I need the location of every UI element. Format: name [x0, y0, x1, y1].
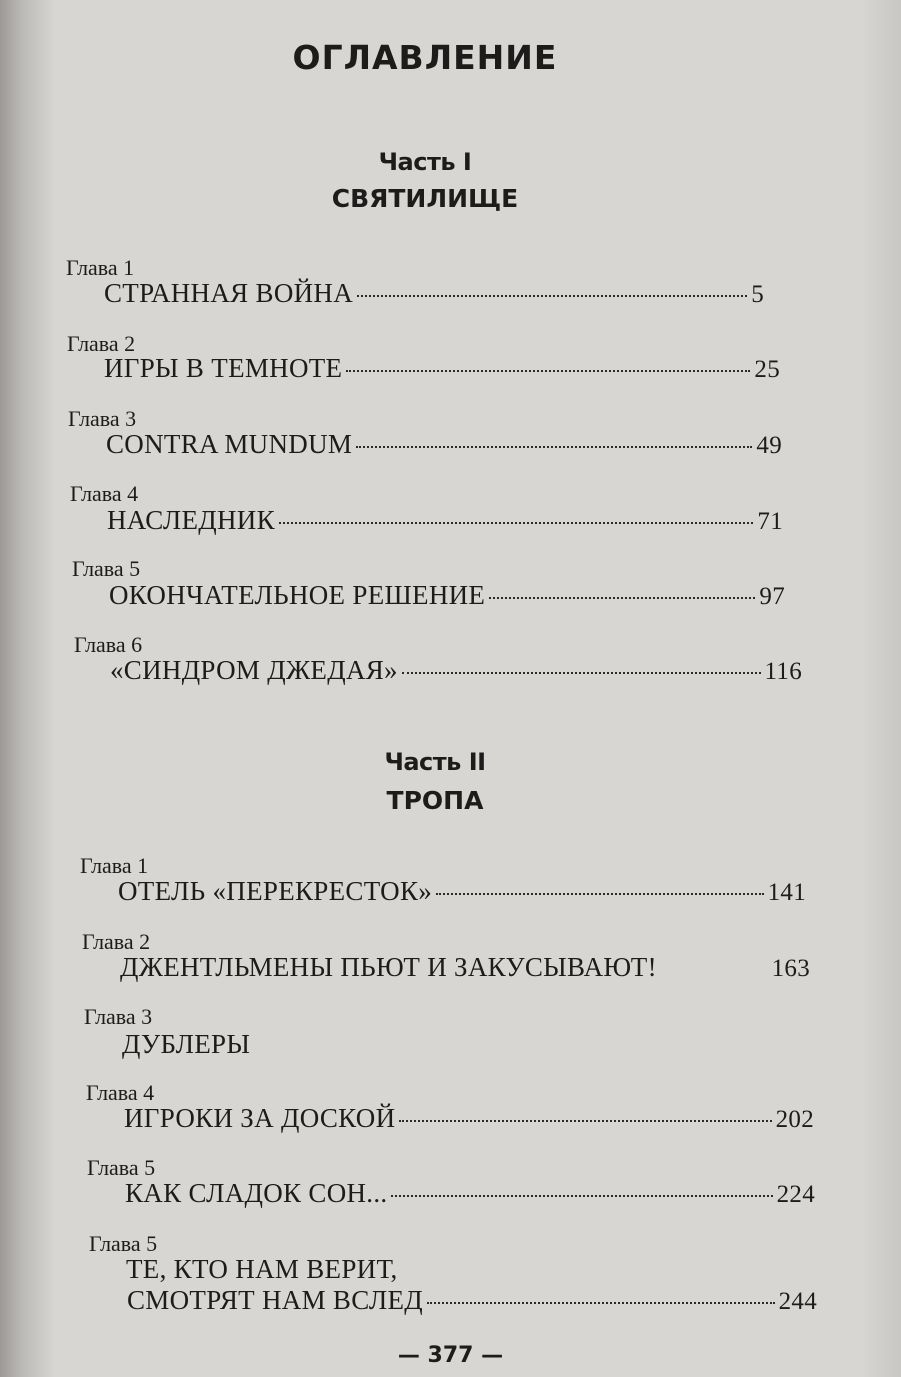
entry-page: 49 — [756, 432, 782, 459]
entry-page: 5 — [751, 281, 764, 308]
toc-entry[interactable] — [118, 876, 806, 910]
chapter-label: Глава 5 — [89, 1231, 158, 1256]
chapter-label: Глава 3 — [68, 406, 137, 431]
chapter-label: Глава 4 — [70, 481, 139, 506]
entry-title: ДЖЕНТЛЬМЕНЫ ПЬЮТ И ЗАКУСЫВАЮТ! — [120, 952, 657, 982]
entry-page: 163 — [771, 955, 810, 982]
entry-title: ДУБЛЕРЫ — [122, 1029, 251, 1059]
dot-leader — [399, 1120, 771, 1122]
dot-leader — [427, 1302, 775, 1304]
page-number: — 377 — — [397, 1343, 504, 1368]
toc-entry[interactable] — [125, 1178, 815, 1212]
toc-entry[interactable] — [104, 278, 764, 312]
entry-page: 71 — [757, 508, 783, 535]
entry-title: CONTRA MUNDUM — [106, 429, 353, 459]
dot-leader — [436, 893, 764, 895]
dot-leader — [402, 672, 761, 674]
chapter-label: Глава 3 — [84, 1004, 153, 1029]
dot-leader — [279, 522, 753, 524]
chapter-label: Глава 1 — [80, 853, 149, 878]
entry-title: СТРАННАЯ ВОЙНА — [104, 278, 354, 308]
toc-entry[interactable] — [110, 655, 802, 689]
chapter-label: Глава 2 — [82, 929, 151, 954]
chapter-label: Глава 1 — [66, 255, 135, 280]
entry-page: 224 — [776, 1181, 815, 1208]
dot-leader — [391, 1195, 772, 1197]
entry-page: 244 — [778, 1288, 817, 1315]
toc-entry[interactable] — [120, 952, 810, 986]
chapter-label: Глава 5 — [87, 1155, 156, 1180]
entry-title: ИГРЫ В ТЕМНОТЕ — [104, 353, 343, 383]
toc-entry[interactable] — [107, 505, 783, 539]
entry-page: 202 — [775, 1106, 814, 1133]
toc-entry[interactable] — [104, 353, 780, 387]
entry-title: НАСЛЕДНИК — [107, 505, 275, 535]
entry-title: СМОТРЯТ НАМ ВСЛЕД — [127, 1285, 423, 1315]
entry-page: 25 — [754, 356, 780, 383]
dot-leader — [489, 597, 755, 599]
entry-page: 141 — [767, 879, 806, 906]
toc-entry[interactable] — [122, 1029, 522, 1063]
page-edge-shadow — [861, 0, 901, 1377]
entry-title: «СИНДРОМ ДЖЕДАЯ» — [110, 655, 398, 685]
chapter-label: Глава 4 — [86, 1080, 155, 1105]
chapter-label: Глава 2 — [67, 331, 136, 356]
part-1-label: Часть I — [378, 148, 472, 176]
toc-entry[interactable] — [127, 1285, 817, 1319]
entry-page: 116 — [764, 658, 802, 685]
toc-title: ОГЛАВЛЕНИЕ — [292, 38, 558, 77]
toc-entry[interactable] — [106, 429, 782, 463]
dot-leader — [357, 295, 747, 297]
chapter-label: Глава 5 — [72, 556, 141, 581]
part-1-title: СВЯТИЛИЩЕ — [331, 184, 519, 213]
part-2-title: ТРОПА — [386, 786, 484, 815]
entry-page: 97 — [759, 583, 785, 610]
entry-title: ИГРОКИ ЗА ДОСКОЙ — [124, 1103, 396, 1133]
entry-title-line-1: ТЕ, КТО НАМ ВЕРИТ, — [126, 1254, 398, 1284]
toc-entry[interactable] — [124, 1103, 814, 1137]
toc-entry[interactable] — [109, 580, 785, 614]
entry-title: ОТЕЛЬ «ПЕРЕКРЕСТОК» — [118, 876, 433, 906]
chapter-label: Глава 6 — [74, 632, 143, 657]
dot-leader — [346, 370, 750, 372]
dot-leader — [356, 446, 752, 448]
entry-title: КАК СЛАДОК СОН... — [125, 1178, 388, 1208]
entry-title: ОКОНЧАТЕЛЬНОЕ РЕШЕНИЕ — [109, 580, 486, 610]
part-2-label: Часть II — [384, 748, 486, 776]
